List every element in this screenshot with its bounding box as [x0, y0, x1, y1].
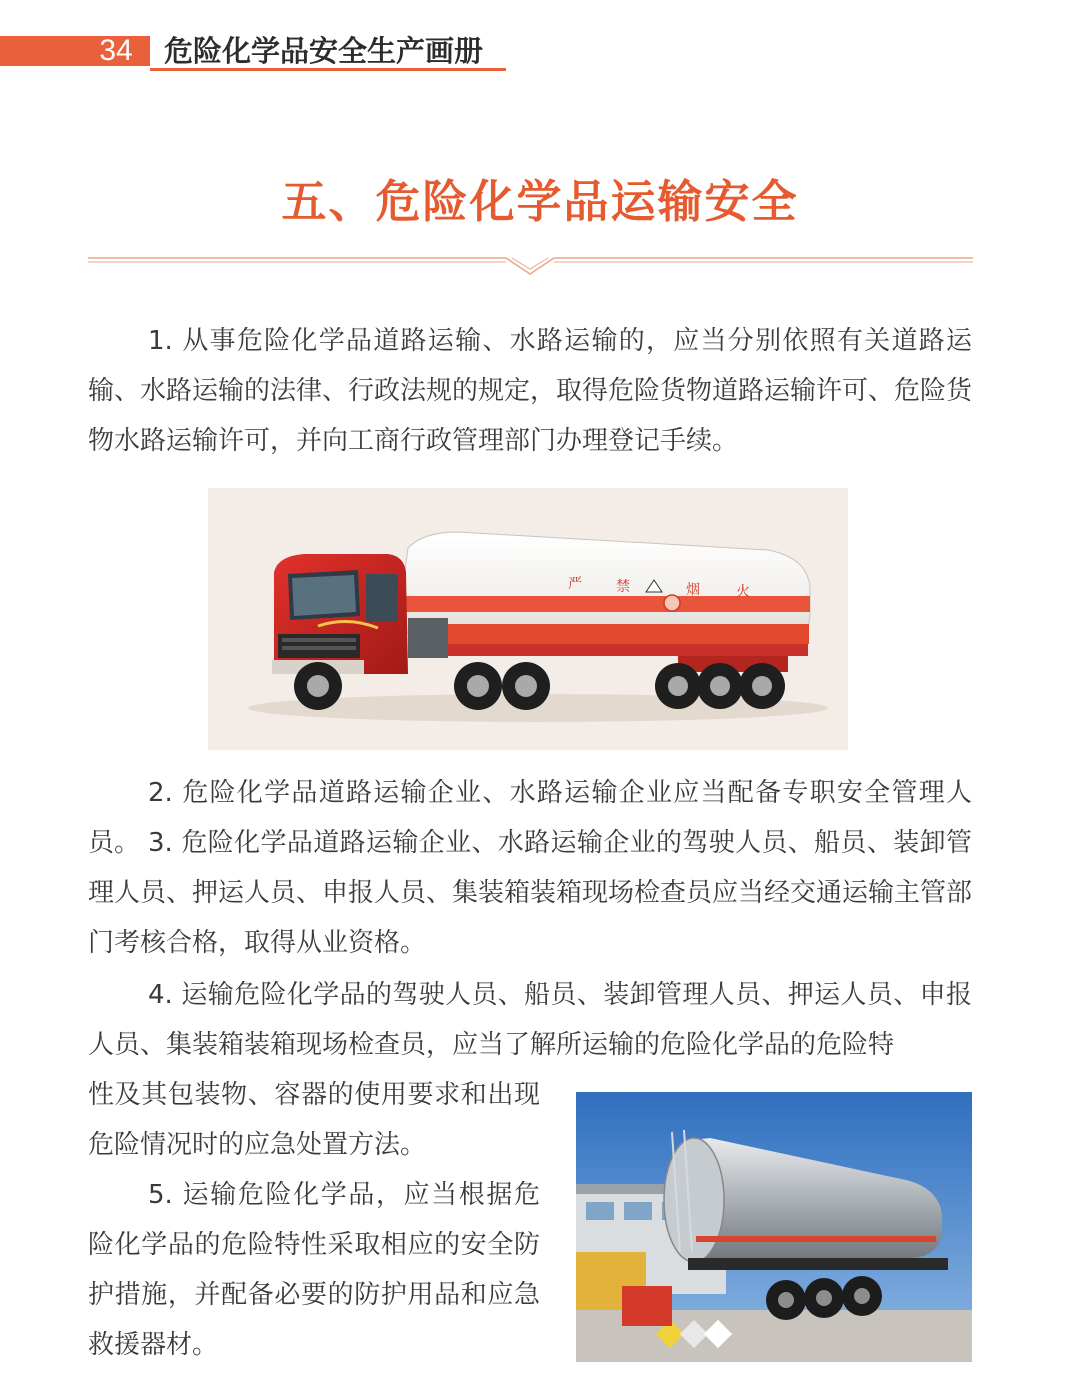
- silver-tanker-illustration: [576, 1092, 972, 1362]
- section-title: 五、危险化学品运输安全: [281, 175, 799, 228]
- paragraph-2: 2. 危险化学品道路运输企业、水路运输企业应当配备专职安全管理人员。: [88, 778, 972, 858]
- tank-text-4: 火: [736, 584, 750, 600]
- tanker-truck-photo: [208, 488, 848, 750]
- book-title: 危险化学品安全生产画册: [164, 34, 484, 68]
- header-underline: [150, 68, 506, 71]
- tank-text-2: 禁: [616, 579, 630, 595]
- section-divider: [88, 248, 973, 278]
- paragraph-3: 3. 危险化学品道路运输企业、水路运输企业的驾驶人员、船员、装卸管理人员、押运人员、申报人员、集装箱装箱现场检查员应当经交通运输主管部门考核合格，取得从业资格。: [88, 828, 973, 958]
- tank-text-3: 烟: [686, 582, 700, 598]
- silver-tanker-photo: [576, 1092, 972, 1362]
- paragraph-1: 1. 从事危险化学品道路运输、水路运输的，应当分别依照有关道路运输、水路运输的法律、行政法规的规定，取得危险货物道路运输许可、危险货物水路运输许可，并向工商行政管理部门办理登记手续。: [88, 326, 973, 456]
- tanker-truck-illustration: [208, 488, 848, 750]
- paragraph-4-continued: 性及其包装物、容器的使用要求和出现危险情况时的应急处置方法。: [88, 1080, 540, 1160]
- paragraph-5: 5. 运输危险化学品，应当根据危险化学品的危险特性采取相应的安全防护措施，并配备必要的防护用品和应急救援器材。: [88, 1180, 540, 1360]
- page-number: 34: [99, 34, 133, 67]
- page-header: [0, 28, 520, 74]
- tank-text-1: 严: [568, 576, 582, 592]
- paragraph-4: 4. 运输危险化学品的驾驶人员、船员、装卸管理人员、押运人员、申报人员、集装箱装箱现场检查员，应当了解所运输的危险化学品的危险特: [88, 980, 972, 1060]
